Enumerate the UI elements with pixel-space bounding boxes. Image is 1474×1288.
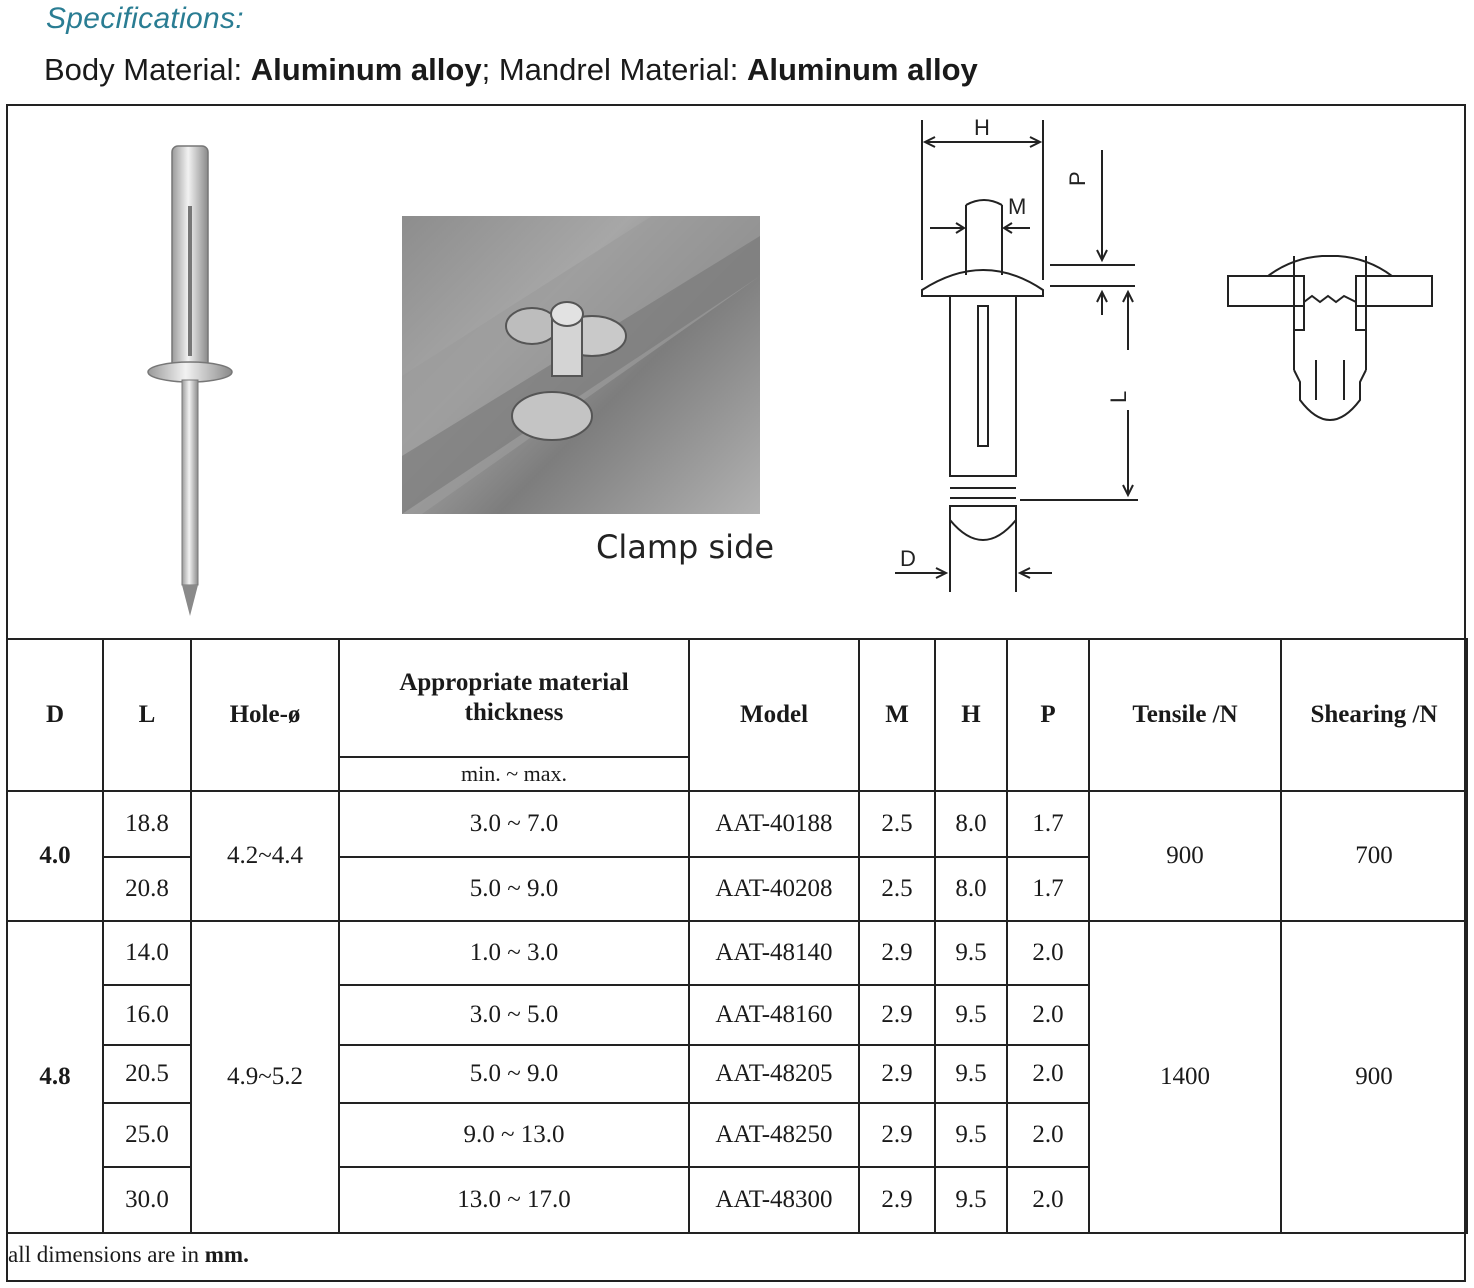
header-l: L xyxy=(103,639,191,791)
cell-model: AAT-48140 xyxy=(689,921,859,985)
cell-d: 4.0 xyxy=(7,791,103,921)
dim-label-l: L xyxy=(1106,390,1131,403)
header-h: H xyxy=(935,639,1007,791)
cell-l: 16.0 xyxy=(103,985,191,1045)
cell-thickness: 5.0 ~ 9.0 xyxy=(339,1045,689,1103)
cell-thickness: 9.0 ~ 13.0 xyxy=(339,1103,689,1167)
table-row xyxy=(7,921,1467,985)
cell-thickness: 1.0 ~ 3.0 xyxy=(339,921,689,985)
cell-thickness: 3.0 ~ 5.0 xyxy=(339,985,689,1045)
cell-l: 14.0 xyxy=(103,921,191,985)
cell-thickness: 3.0 ~ 7.0 xyxy=(339,791,689,857)
cell-l: 30.0 xyxy=(103,1167,191,1233)
specifications-title: Specifications: xyxy=(46,2,244,35)
clamp-side-photo xyxy=(402,216,760,514)
cell-thickness: 5.0 ~ 9.0 xyxy=(339,857,689,921)
header-m: M xyxy=(859,639,935,791)
cell-h: 9.5 xyxy=(935,985,1007,1045)
header-thickness-sub: min. ~ max. xyxy=(339,757,689,791)
body-material-label: Body Material: xyxy=(44,52,243,87)
dim-label-p: P xyxy=(1065,171,1090,186)
cell-m: 2.9 xyxy=(859,921,935,985)
cell-m: 2.5 xyxy=(859,791,935,857)
cell-l: 20.5 xyxy=(103,1045,191,1103)
dim-label-d: D xyxy=(900,546,916,571)
header-model: Model xyxy=(689,639,859,791)
cell-p: 2.0 xyxy=(1007,1045,1089,1103)
cell-p: 2.0 xyxy=(1007,1103,1089,1167)
cell-model: AAT-48300 xyxy=(689,1167,859,1233)
cell-tensile: 900 xyxy=(1089,791,1281,921)
cell-p: 2.0 xyxy=(1007,1167,1089,1233)
header-p: P xyxy=(1007,639,1089,791)
cell-d: 4.8 xyxy=(7,921,103,1233)
header-shearing: Shearing /N xyxy=(1281,639,1467,791)
body-material-value: Aluminum alloy xyxy=(250,52,482,87)
cell-model: AAT-40188 xyxy=(689,791,859,857)
header-hole: Hole-ø xyxy=(191,639,339,791)
cell-h: 9.5 xyxy=(935,1167,1007,1233)
header-tensile: Tensile /N xyxy=(1089,639,1281,791)
table-row xyxy=(7,791,1467,857)
cell-m: 2.9 xyxy=(859,1167,935,1233)
cell-h: 8.0 xyxy=(935,791,1007,857)
cell-l: 18.8 xyxy=(103,791,191,857)
cell-shearing: 900 xyxy=(1281,921,1467,1233)
cell-model: AAT-48205 xyxy=(689,1045,859,1103)
cell-hole: 4.9~5.2 xyxy=(191,921,339,1233)
cell-tensile: 1400 xyxy=(1089,921,1281,1233)
cell-p: 2.0 xyxy=(1007,921,1089,985)
cell-model: AAT-48250 xyxy=(689,1103,859,1167)
header-d: D xyxy=(7,639,103,791)
clamp-side-caption: Clamp side xyxy=(596,528,775,566)
rivet-illustration xyxy=(140,136,250,626)
cell-shearing: 700 xyxy=(1281,791,1467,921)
cell-p: 1.7 xyxy=(1007,857,1089,921)
mandrel-material-value: Aluminum alloy xyxy=(746,52,978,87)
cell-m: 2.9 xyxy=(859,985,935,1045)
cell-model: AAT-40208 xyxy=(689,857,859,921)
cell-m: 2.9 xyxy=(859,1045,935,1103)
cell-h: 9.5 xyxy=(935,1103,1007,1167)
cell-p: 1.7 xyxy=(1007,791,1089,857)
installed-rivet-section xyxy=(1222,250,1438,436)
mandrel-material-label: Mandrel Material: xyxy=(498,52,739,87)
cell-h: 9.5 xyxy=(935,921,1007,985)
header-thickness: Appropriate material thickness xyxy=(339,639,689,757)
cell-h: 9.5 xyxy=(935,1045,1007,1103)
cell-m: 2.5 xyxy=(859,857,935,921)
cell-thickness: 13.0 ~ 17.0 xyxy=(339,1167,689,1233)
cell-hole: 4.2~4.4 xyxy=(191,791,339,921)
dimension-drawing xyxy=(880,110,1160,600)
cell-l: 25.0 xyxy=(103,1103,191,1167)
dim-label-h: H xyxy=(974,115,990,140)
spec-table xyxy=(6,638,1468,1234)
footnote-text: all dimensions are in xyxy=(8,1242,199,1267)
cell-p: 2.0 xyxy=(1007,985,1089,1045)
cell-model: AAT-48160 xyxy=(689,985,859,1045)
dim-label-m: M xyxy=(1008,194,1027,219)
footnote xyxy=(8,1242,249,1268)
material-line xyxy=(44,52,978,88)
footnote-unit: mm. xyxy=(204,1242,249,1267)
cell-l: 20.8 xyxy=(103,857,191,921)
material-separator: ; xyxy=(481,52,491,87)
cell-h: 8.0 xyxy=(935,857,1007,921)
cell-m: 2.9 xyxy=(859,1103,935,1167)
